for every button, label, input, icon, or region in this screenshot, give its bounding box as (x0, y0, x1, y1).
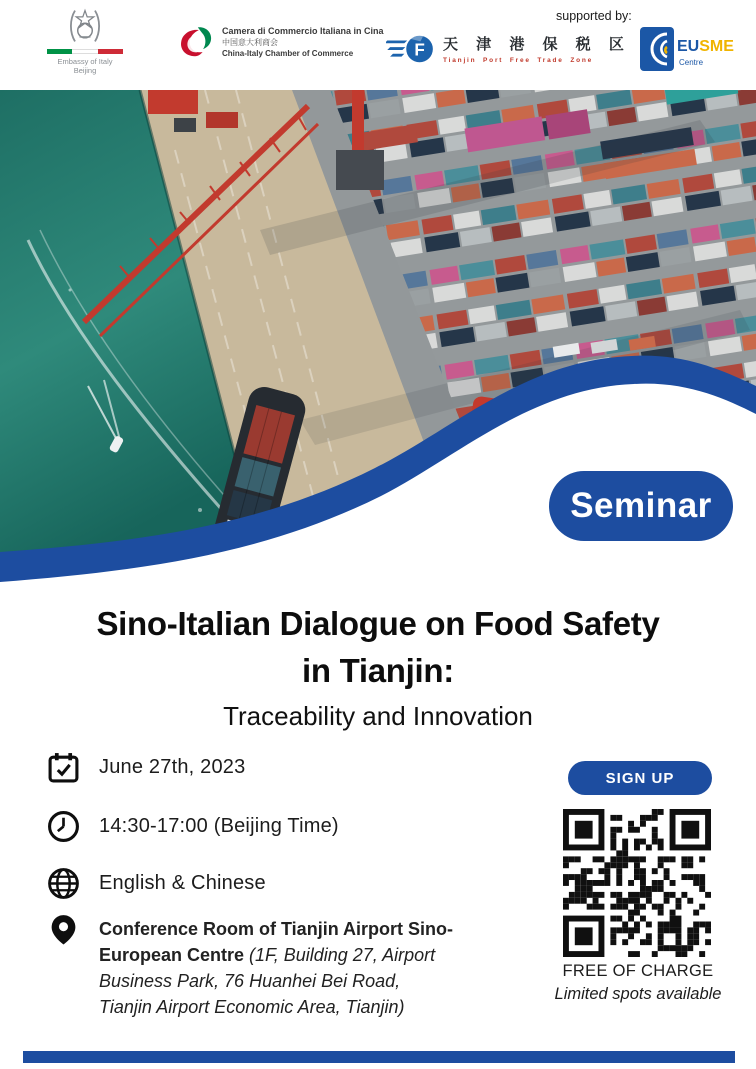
cicc-logo (176, 24, 384, 60)
wave-divider (0, 330, 756, 590)
qr-code[interactable] (563, 809, 711, 957)
supported-by-label: supported by: (556, 9, 632, 23)
italy-emblem-icon (65, 6, 105, 46)
event-date: June 27th, 2023 (99, 756, 246, 778)
time-row (47, 810, 517, 843)
title-block (0, 600, 756, 732)
globe-icon (47, 867, 80, 900)
limited-spots-label: Limited spots available (554, 985, 722, 1003)
italian-flag-bar (47, 49, 123, 54)
eusme-icon (640, 27, 674, 71)
location-pin-icon (47, 913, 80, 946)
calendar-icon (47, 751, 80, 784)
logo-bar (0, 0, 756, 90)
charge-info (540, 962, 736, 1004)
eusme-centre-text: Centre (679, 58, 704, 67)
footer-accent-bar (23, 1051, 735, 1063)
event-language: English & Chinese (99, 872, 266, 894)
free-of-charge-label: FREE OF CHARGE (562, 962, 714, 980)
cicc-swirl-icon (176, 24, 214, 60)
eusme-centre-logo (640, 27, 734, 71)
date-row (47, 751, 517, 784)
page-subtitle: Traceability and Innovation (223, 701, 533, 731)
tianjin-ftz-name-en: Tianjin Port Free Trade Zone (443, 56, 594, 64)
location-row (47, 913, 517, 1020)
embassy-caption-1: Embassy of Italy (57, 57, 113, 66)
tianjin-ftz-logo (386, 30, 631, 68)
location-bold-1: Conference Room of Tianjin Airport Sino- (99, 919, 454, 939)
page-title-line1: Sino-Italian Dialogue on Food Safety (96, 605, 660, 642)
cicc-name-it: Camera di Commercio Italiana in Cina (222, 26, 384, 36)
eusme-eu-text: EU (677, 38, 700, 55)
page-title-line2: in Tianjin: (302, 652, 454, 689)
cicc-name-cn: 中国意大利商会 (222, 38, 278, 47)
location-italic-3: Business Park, 76 Huanhei Bei Road, (99, 971, 401, 991)
event-location (99, 916, 453, 1020)
eusme-sme-text: SME (699, 38, 734, 55)
event-details (47, 751, 517, 1020)
embassy-caption-2: Beijing (73, 66, 97, 75)
embassy-of-italy-logo (42, 6, 128, 75)
tianjin-ftz-icon (386, 30, 436, 68)
seminar-badge: Seminar (549, 471, 733, 541)
event-time: 14:30-17:00 (Beijing Time) (99, 815, 339, 837)
language-row (47, 867, 517, 900)
location-bold-2: European Centre (99, 945, 250, 965)
sign-up-button[interactable]: SIGN UP (568, 761, 712, 795)
clock-icon (47, 810, 80, 843)
cicc-name-en: China-Italy Chamber of Commerce (222, 49, 354, 58)
location-italic-4: Tianjin Airport Economic Area, Tianjin) (99, 997, 405, 1017)
location-italic-2: (1F, Building 27, Airport (249, 945, 436, 965)
tianjin-ftz-f-letter: F (414, 40, 425, 60)
tianjin-ftz-name-cn: 天 津 港 保 税 区 (443, 35, 631, 53)
